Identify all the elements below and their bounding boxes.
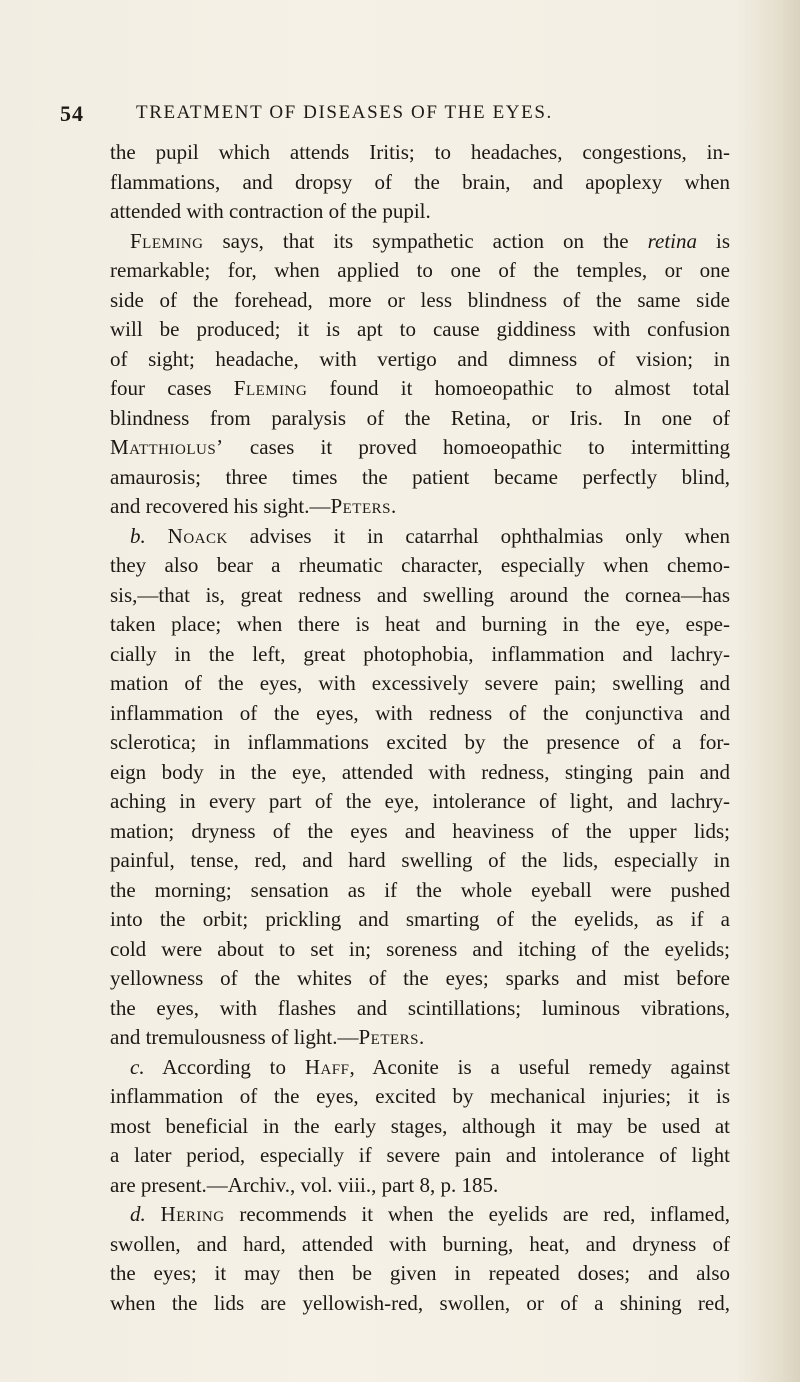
- text-line: when the lids are yellowish-red, swollen, or of a shining red,: [110, 1290, 730, 1315]
- text-line: c. According to Haff, Aconite is a useful remedy against: [130, 1054, 731, 1079]
- author-name: Hering: [160, 1202, 225, 1226]
- text-line: eign body in the eye, attended with redness, stinging pain and: [110, 759, 730, 784]
- text-line: mation of the eyes, with excessively severe pain; swelling and: [110, 671, 730, 695]
- page-number: 54: [60, 101, 84, 126]
- author-name: Noack: [167, 523, 228, 548]
- text-line: remarkable; for, when applied to one of the temples, or one: [110, 258, 730, 282]
- text-line: sis,—that is, great redness and swelling around the cornea—has: [110, 582, 730, 607]
- text-line: of sight; headache, with vertigo and dimness of vision; in: [110, 346, 730, 371]
- text-line: sclerotica; in inflammations excited by the presence of a for-: [110, 730, 730, 754]
- paragraph-label: b.: [130, 523, 146, 548]
- text-line: four cases Fleming found it homoeopathic to almost total: [110, 376, 730, 400]
- text-line: the morning; sensation as if the whole eyeball were pushed: [110, 877, 730, 902]
- text-line: inflammation of the eyes, excited by mechanical injuries; it is: [110, 1084, 730, 1108]
- text-line: cold were about to set in; soreness and itching of the eyelids;: [110, 936, 730, 961]
- text-line: and tremulousness of light.—Peters.: [110, 1025, 425, 1049]
- text-line: Fleming says, that its sympathetic action on the retina is: [130, 228, 730, 253]
- text-line: the eyes; it may then be given in repeated doses; and also: [110, 1261, 730, 1285]
- text-line: painful, tense, red, and hard swelling of the lids, especially in: [110, 848, 730, 872]
- text-line: they also bear a rheumatic character, especially when chemo-: [110, 553, 730, 577]
- text-line: b. Noack advises it in catarrhal ophthalmias only when: [130, 523, 730, 548]
- author-name: Haff: [304, 1054, 350, 1079]
- text-line: yellowness of the whites of the eyes; sparks and mist before: [110, 966, 730, 990]
- author-name: Fleming: [233, 376, 308, 400]
- text-line: Matthiolus’ cases it proved homoeopathic to intermitting: [110, 435, 730, 459]
- text-line: amaurosis; three times the patient became perfectly blind,: [110, 464, 730, 489]
- text-line: are present.—Archiv., vol. viii., part 8, p. 185.: [110, 1172, 499, 1197]
- text-line: will be produced; it is apt to cause giddiness with confusion: [110, 317, 730, 341]
- italic-term: retina: [647, 228, 697, 253]
- body-text: [110, 138, 730, 1318]
- author-name: Fleming: [130, 228, 204, 253]
- running-head-title: TREATMENT OF DISEASES OF THE EYES.: [136, 102, 553, 123]
- text-line: into the orbit; prickling and smarting of the eyelids, as if a: [110, 907, 730, 931]
- text-line: side of the forehead, more or less blindness of the same side: [110, 287, 730, 312]
- text-line: attended with contraction of the pupil.: [110, 199, 431, 223]
- text-line: the pupil which attends Iritis; to headaches, congestions, in-: [110, 140, 730, 164]
- text-line: the eyes, with flashes and scintillations; luminous vibrations,: [110, 995, 730, 1020]
- text-line: flammations, and dropsy of the brain, and apoplexy when: [110, 169, 730, 194]
- text-line: swollen, and hard, attended with burning, heat, and dryness of: [110, 1231, 730, 1256]
- text-line: taken place; when there is heat and burning in the eye, espe-: [110, 612, 730, 636]
- text-line: d. Hering recommends it when the eyelids are red, inflamed,: [130, 1202, 731, 1226]
- text-line: aching in every part of the eye, intolerance of light, and lachry-: [110, 789, 730, 813]
- text-line: blindness from paralysis of the Retina, or Iris. In one of: [110, 405, 730, 430]
- text-line: cially in the left, great photophobia, inflammation and lachry-: [110, 641, 730, 666]
- text-line: mation; dryness of the eyes and heaviness of the upper lids;: [110, 818, 730, 843]
- text-line: most beneficial in the early stages, although it may be used at: [110, 1113, 730, 1138]
- text-line: inflammation of the eyes, with redness of the conjunctiva and: [110, 700, 730, 725]
- paragraph-label: c.: [130, 1054, 145, 1079]
- text-line: a later period, especially if severe pain and intolerance of light: [110, 1143, 730, 1167]
- author-name: Matthiolus’: [110, 435, 224, 459]
- author-name: Peters: [358, 1025, 419, 1049]
- paragraph-label: d.: [130, 1202, 146, 1226]
- text-line: and recovered his sight.—Peters.: [110, 494, 397, 518]
- author-name: Peters: [330, 494, 391, 518]
